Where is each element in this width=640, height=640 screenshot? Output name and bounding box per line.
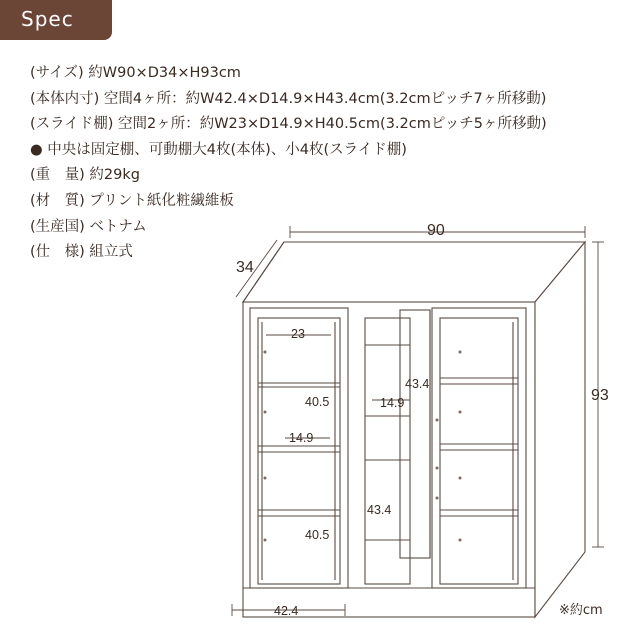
depth-dimension-label: 34: [236, 259, 254, 276]
body-width-label: 42.4: [274, 604, 299, 618]
spec-header-title: Spec: [21, 7, 74, 31]
spec-material: (材 質) プリント紙化粧繊維板: [30, 192, 234, 209]
unit-note: ※約cm: [559, 603, 603, 618]
slide-width-label: 23: [291, 327, 305, 341]
cabinet-top-surface: [243, 242, 585, 302]
cabinet-right-side: [535, 242, 585, 617]
spec-weight: (重 量) 約29kg: [30, 167, 140, 184]
body-height-bottom-label: 43.4: [367, 503, 392, 517]
spec-origin: (生産国) ベトナム: [30, 218, 147, 235]
spec-size: (サイズ) 約W90×D34×H93cm: [30, 65, 241, 81]
height-dimension-label: 93: [591, 387, 609, 404]
slide-height-top-label: 40.5: [305, 395, 330, 409]
spec-assembly: (仕 様) 組立式: [30, 244, 133, 261]
body-height-top-label: 43.4: [405, 377, 430, 391]
spec-shelf-note: ● 中央は固定棚、可動棚大4枚(本体)、小4枚(スライド棚): [30, 141, 407, 158]
spec-slide-shelf: (スライド棚) 空間2ヶ所：約W23×D14.9×H40.5cm(3.2cmピッチ5ヶ所移動): [30, 116, 547, 133]
slide-depth-label: 14.9: [289, 431, 314, 445]
slide-height-bottom-label: 40.5: [305, 528, 330, 542]
spec-body-inner: (本体内寸) 空間4ヶ所：約W42.4×D14.9×H43.4cm(3.2cmピッチ7ヶ所移動): [30, 90, 547, 107]
body-depth-label: 14.9: [380, 396, 405, 410]
width-dimension-label: 90: [427, 222, 445, 239]
